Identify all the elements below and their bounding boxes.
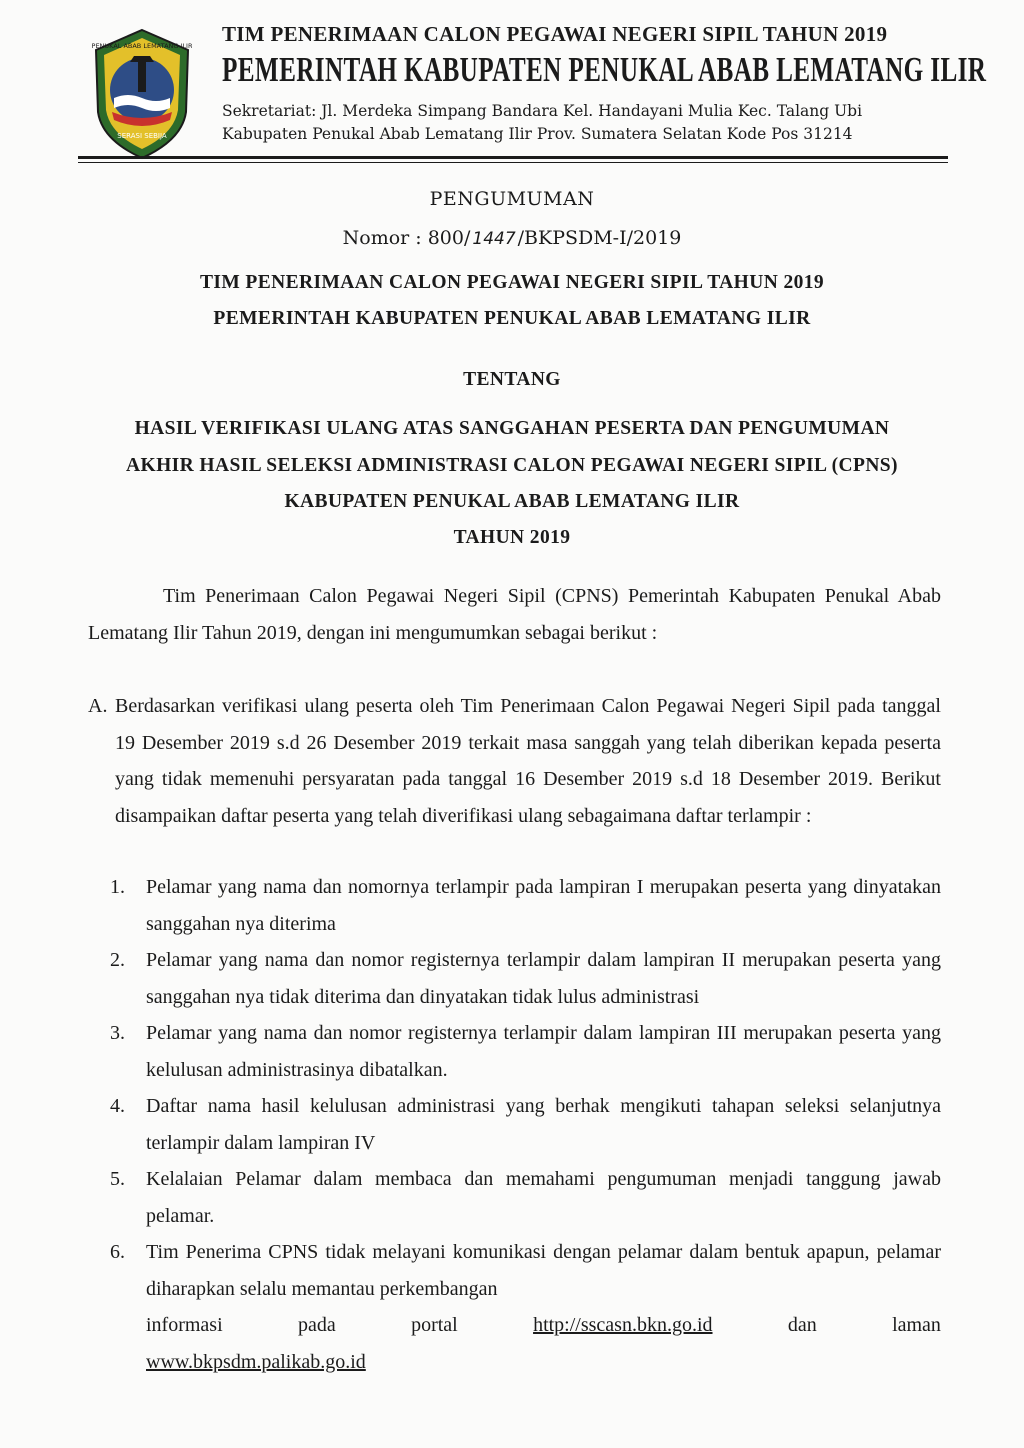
list-item-text: Pelamar yang nama dan nomor registernya terlampir dalam lampiran III merupakan peserta yang kelulusan administrasinya dibatalkan. [146, 1022, 941, 1081]
subject-line3: KABUPATEN PENUKAL ABAB LEMATANG ILIR [284, 491, 740, 512]
info-word: laman [892, 1314, 941, 1336]
section-a-text: Berdasarkan verifikasi ulang peserta oleh Tim Penerimaan Calon Pegawai Negeri Sipil pada tanggal 19 Desember 2019 s.d 26 Desember 2019 terkait masa sanggah yang telah diberikan kepada peserta yang tidak memenuhi persyaratan pada tanggal 16 Desember 2019 s.d 18 Desember 2019. Berikut disampaikan daftar peserta yang telah diverifikasi ulang sebagaimana daftar terlampir : [115, 695, 941, 827]
logo-text-top: PENUKAL ABAB LEMATANG ILIR [92, 42, 192, 50]
regency-coat-of-arms-icon [92, 28, 192, 160]
info-word: portal [411, 1314, 458, 1336]
issuer-line2: PEMERINTAH KABUPATEN PENUKAL ABAB LEMATANG ILIR [213, 308, 811, 329]
list-item-number: 4. [110, 1095, 125, 1117]
letterhead-divider-thin [78, 162, 948, 163]
list-item-text: Pelamar yang nama dan nomornya terlampir pada lampiran I merupakan peserta yang dinyatakan sanggahan nya diterima [146, 876, 941, 935]
list-item [110, 942, 941, 1015]
letterhead-government: PEMERINTAH KABUPATEN PENUKAL ABAB LEMATANG ILIR [222, 50, 987, 89]
info-word: informasi [146, 1314, 223, 1336]
list-item-text: Tim Penerima CPNS tidak melayani komunikasi dengan pelamar dalam bentuk apapun, pelamar diharapkan selalu memantau perkembangan [146, 1241, 941, 1300]
list-item-number: 3. [110, 1022, 125, 1044]
number-handwritten: 1447 [472, 229, 516, 249]
list-item-text: Daftar nama hasil kelulusan administrasi yang berhak mengikuti tahapan seleksi selanjutnya terlampir dalam lampiran IV [146, 1095, 941, 1154]
list-item-text: Kelalaian Pelamar dalam membaca dan memahami pengumuman menjadi tanggung jawab pelamar. [146, 1168, 941, 1227]
subject-line2: AKHIR HASIL SELEKSI ADMINISTRASI CALON PEGAWAI NEGERI SIPIL (CPNS) [126, 455, 898, 476]
section-a [88, 688, 941, 834]
subject-line4: TAHUN 2019 [453, 527, 571, 548]
announcement-title: PENGUMUMAN [429, 188, 595, 210]
list-item-text: Pelamar yang nama dan nomor registernya terlampir dalam lampiran II merupakan peserta yang sanggahan nya tidak diterima dan dinyatakan tidak lulus administrasi [146, 949, 941, 1008]
number-prefix: Nomor : 800/ [342, 227, 471, 249]
issuer-line1: TIM PENERIMAAN CALON PEGAWAI NEGERI SIPIL TAHUN 2019 [199, 272, 825, 293]
letterhead-address-line1: Sekretariat: Jl. Merdeka Simpang Bandara Kel. Handayani Mulia Kec. Talang Ubi [222, 102, 863, 120]
list-item-number: 5. [110, 1168, 125, 1190]
list-item-number: 6. [110, 1241, 125, 1263]
subject-line1: HASIL VERIFIKASI ULANG ATAS SANGGAHAN PESERTA DAN PENGUMUMAN [134, 418, 890, 439]
letterhead-address-line2: Kabupaten Penukal Abab Lematang Ilir Prov. Sumatera Selatan Kode Pos 31214 [222, 125, 853, 143]
logo-text-banner: SERASI SEBIJA [117, 132, 167, 140]
numbered-list [110, 869, 941, 1380]
letterhead-divider-thick [78, 156, 948, 159]
list-item [110, 1161, 941, 1234]
list-item-number: 1. [110, 876, 125, 898]
section-a-letter: A. [88, 695, 108, 717]
info-word: pada [297, 1314, 336, 1336]
letterhead-committee: TIM PENERIMAAN CALON PEGAWAI NEGERI SIPIL TAHUN 2019 [222, 22, 888, 46]
number-suffix: /BKPSDM-I/2019 [517, 227, 682, 249]
info-word: dan [787, 1314, 817, 1336]
about-heading: TENTANG [463, 369, 561, 390]
list-item [110, 1088, 941, 1161]
list-item-number: 2. [110, 949, 125, 971]
list-item [110, 1234, 941, 1380]
announcement-number [0, 227, 1024, 249]
intro-paragraph: Tim Penerimaan Calon Pegawai Negeri Sipil (CPNS) Pemerintah Kabupaten Penukal Abab Lematang Ilir Tahun 2019, dengan ini mengumumkan sebagai berikut : [88, 585, 941, 644]
info-line [146, 1307, 941, 1344]
sscasn-portal-link[interactable]: http://sscasn.bkn.go.id [533, 1314, 713, 1336]
bkpsdm-website-link[interactable]: www.bkpsdm.palikab.go.id [146, 1350, 366, 1373]
list-item [110, 869, 941, 942]
list-item [110, 1015, 941, 1088]
